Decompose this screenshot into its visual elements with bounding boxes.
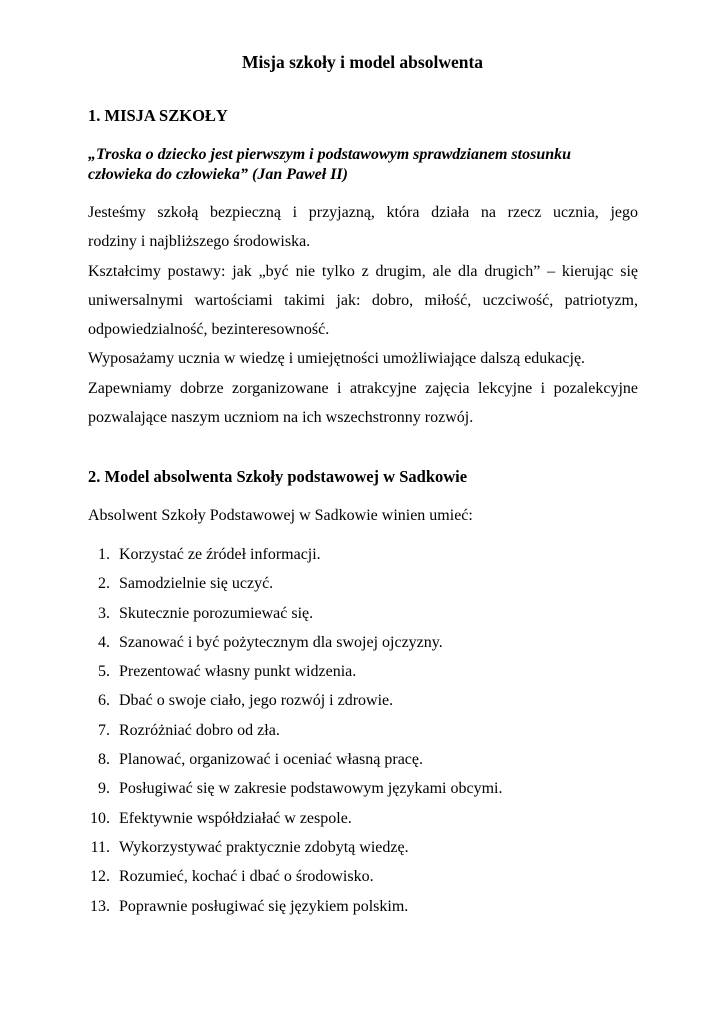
list-item — [0, 837, 725, 866]
quote-line: człowieka do człowieka” (Jan Paweł II) — [88, 166, 348, 183]
mission-line: rodziny i najbliższego środowiska. — [88, 233, 311, 251]
list-item-text: Szanować i być pożytecznym dla swojej ojczyzny. — [119, 633, 443, 651]
list-item — [0, 544, 725, 573]
list-item-number: 6. — [98, 692, 110, 710]
list-item-text: Samodzielnie się uczyć. — [119, 575, 274, 593]
list-item-number: 8. — [98, 751, 110, 769]
list-item — [0, 866, 725, 895]
list-item-number: 10. — [90, 809, 110, 827]
list-item-number: 1. — [98, 546, 110, 563]
list-item — [0, 573, 725, 602]
mission-line: pozwalające naszym uczniom na ich wszechstronny rozwój. — [88, 409, 474, 427]
list-item-number: 2. — [98, 575, 110, 593]
list-item-number: 9. — [98, 780, 110, 798]
list-item-number: 5. — [98, 663, 110, 681]
mission-line: Wyposażamy ucznia w wiedzę i umiejętności umożliwiające dalszą edukację. — [88, 350, 586, 368]
list-item-number: 4. — [98, 633, 110, 651]
list-item-text: Rozróżniać dobro od zła. — [119, 721, 280, 739]
mission-line: Zapewniamy dobrze zorganizowane i atrakcyjne zajęcia lekcyjne i pozalekcyjne — [88, 379, 638, 397]
list-item — [0, 603, 725, 632]
list-item — [0, 808, 725, 837]
page-title: Misja szkoły i model absolwenta — [241, 52, 484, 72]
mission-line: odpowiedzialność, bezinteresowność. — [88, 321, 330, 339]
section-2-heading: 2. Model absolwenta Szkoły podstawowej w Sadkowie — [88, 467, 468, 486]
list-item-text: Poprawnie posługiwać się językiem polskim. — [119, 897, 409, 915]
graduate-intro: Absolwent Szkoły Podstawowej w Sadkowie winien umieć: — [88, 507, 473, 524]
mission-line: Jesteśmy szkołą bezpieczną i przyjazną, która działa na rzecz ucznia, jego — [88, 204, 638, 221]
mission-line: uniwersalnymi wartościami takimi jak: dobro, miłość, uczciwość, patriotyzm, — [88, 291, 638, 309]
list-item — [0, 632, 725, 661]
list-item-number: 7. — [98, 721, 110, 739]
list-item-text: Dbać o swoje ciało, jego rozwój i zdrowie. — [119, 692, 394, 710]
list-item-text: Planować, organizować i oceniać własną pracę. — [119, 751, 424, 769]
mission-quote — [88, 145, 648, 185]
graduate-skills-list — [0, 544, 725, 925]
list-item — [0, 720, 725, 749]
list-item-text: Wykorzystywać praktycznie zdobytą wiedzę. — [119, 838, 409, 856]
list-item-text: Posługiwać się w zakresie podstawowym językami obcymi. — [119, 780, 503, 798]
list-item-number: 12. — [90, 868, 110, 886]
mission-paragraph — [88, 198, 638, 432]
list-item — [0, 778, 725, 807]
list-item — [0, 661, 725, 690]
list-item-number: 11. — [90, 838, 110, 856]
mission-line: Kształcimy postawy: jak „być nie tylko z drugim, ale dla drugich” – kierując się — [88, 262, 638, 280]
quote-line: „Troska o dziecko jest pierwszym i podstawowym sprawdzianem stosunku — [88, 146, 572, 163]
list-item-text: Skutecznie porozumiewać się. — [119, 604, 314, 622]
section-1-heading: 1. MISJA SZKOŁY — [88, 106, 228, 125]
list-item-number: 3. — [98, 604, 110, 622]
list-item-text: Rozumieć, kochać i dbać o środowisko. — [119, 868, 374, 886]
list-item-number: 13. — [90, 897, 110, 915]
list-item-text: Efektywnie współdziałać w zespole. — [119, 809, 352, 827]
list-item-text: Korzystać ze źródeł informacji. — [119, 546, 321, 563]
list-item — [0, 749, 725, 778]
list-item — [0, 690, 725, 719]
list-item — [0, 896, 725, 925]
list-item-text: Prezentować własny punkt widzenia. — [119, 663, 357, 681]
